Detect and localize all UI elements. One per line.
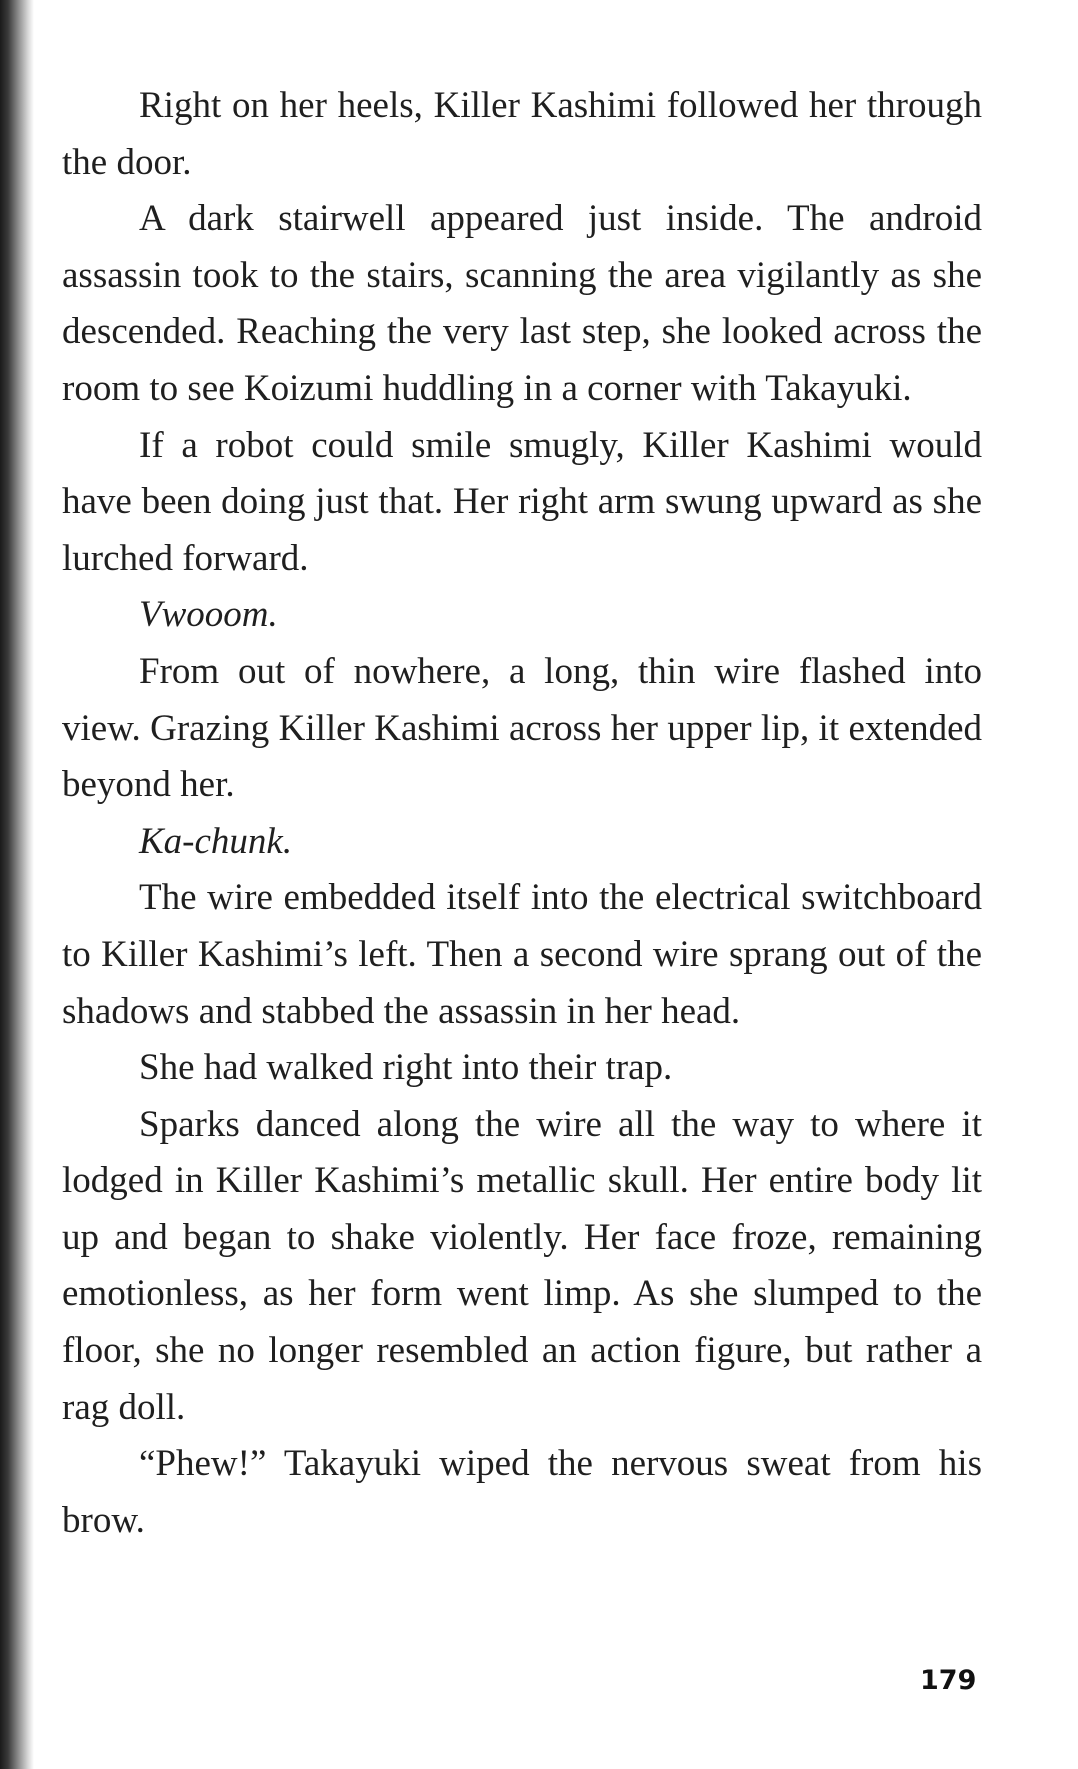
book-spine-shadow: [0, 0, 34, 1769]
paragraph: She had walked right into their trap.: [139, 1047, 673, 1089]
paragraph: The wire embedded itself into the electrical switchboard to Killer Kashimi’s left. Then a second wire sprang out of the shadows and stabbed the assassin in her head.: [62, 877, 982, 1032]
page-body: [62, 78, 982, 1549]
paragraph: Right on her heels, Killer Kashimi followed her through the door.: [62, 85, 982, 183]
sound-effect-paragraph: Vwooom.: [139, 594, 278, 636]
paragraph: Sparks danced along the wire all the way to where it lodged in Killer Kashimi’s metallic skull. Her entire body lit up and began to shake violently. Her face froze, remaining emotionless, as her form went limp. As she slumped to the floor, she no longer resembled an action figure, but rather a rag doll.: [62, 1103, 982, 1428]
paragraph: From out of nowhere, a long, thin wire flashed into view. Grazing Killer Kashimi across her upper lip, it extended beyond her.: [62, 650, 982, 806]
paragraph: “Phew!” Takayuki wiped the nervous sweat from his brow.: [62, 1443, 982, 1541]
sound-effect-paragraph: Ka-chunk.: [139, 820, 293, 862]
paragraph: If a robot could smile smugly, Killer Kashimi would have been doing just that. Her right arm swung upward as she lurched forward.: [62, 424, 982, 579]
page-number: 179: [920, 1665, 977, 1696]
paragraph: A dark stairwell appeared just inside. The android assassin took to the stairs, scanning the area vigilantly as she descended. Reaching the very last step, she looked across the room to see Koizumi huddling in a corner with Takayuki.: [62, 198, 982, 409]
